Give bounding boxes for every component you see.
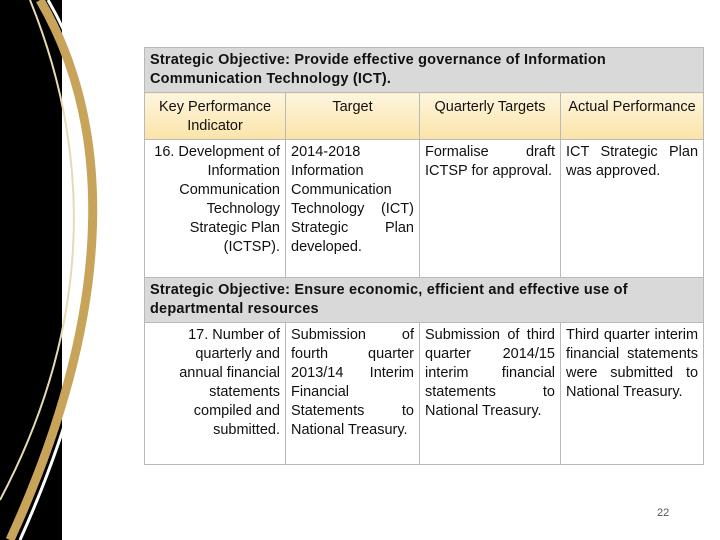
table-row — [145, 323, 704, 465]
table-row — [145, 140, 704, 278]
page-number: 22 — [657, 507, 670, 519]
objective-row-1 — [145, 48, 704, 93]
gold-swoosh-decoration — [0, 0, 140, 540]
header-kpi: Key Performance Indicator — [145, 93, 286, 140]
header-target: Target — [286, 93, 420, 140]
target-cell: 2014-2018 Information Communication Technology (ICT) Strategic Plan developed. — [286, 140, 420, 278]
kpi-cell: 16. Development of Information Communication Technology Strategic Plan (ICTSP). — [145, 140, 286, 278]
target-cell: Submission of fourth quarter 2013/14 Interim Financial Statements to National Treasury. — [286, 323, 420, 465]
quarterly-target-cell: Submission of third quarter 2014/15 interim financial statements to National Treasury. — [420, 323, 561, 465]
performance-table — [144, 47, 704, 465]
kpi-cell: 17. Number of quarterly and annual financial statements compiled and submitted. — [145, 323, 286, 465]
actual-performance-cell: ICT Strategic Plan was approved. — [561, 140, 704, 278]
header-quarterly-targets: Quarterly Targets — [420, 93, 561, 140]
strategic-objective-2: Strategic Objective: Ensure economic, efficient and effective use of departmental resources — [145, 278, 704, 323]
header-row — [145, 93, 704, 140]
quarterly-target-cell: Formalise draft ICTSP for approval. — [420, 140, 561, 278]
objective-row-2 — [145, 278, 704, 323]
header-actual-performance: Actual Performance — [561, 93, 704, 140]
strategic-objective-1: Strategic Objective: Provide effective governance of Information Communication Technology (ICT). — [145, 48, 704, 93]
actual-performance-cell: Third quarter interim financial statements were submitted to National Treasury. — [561, 323, 704, 465]
